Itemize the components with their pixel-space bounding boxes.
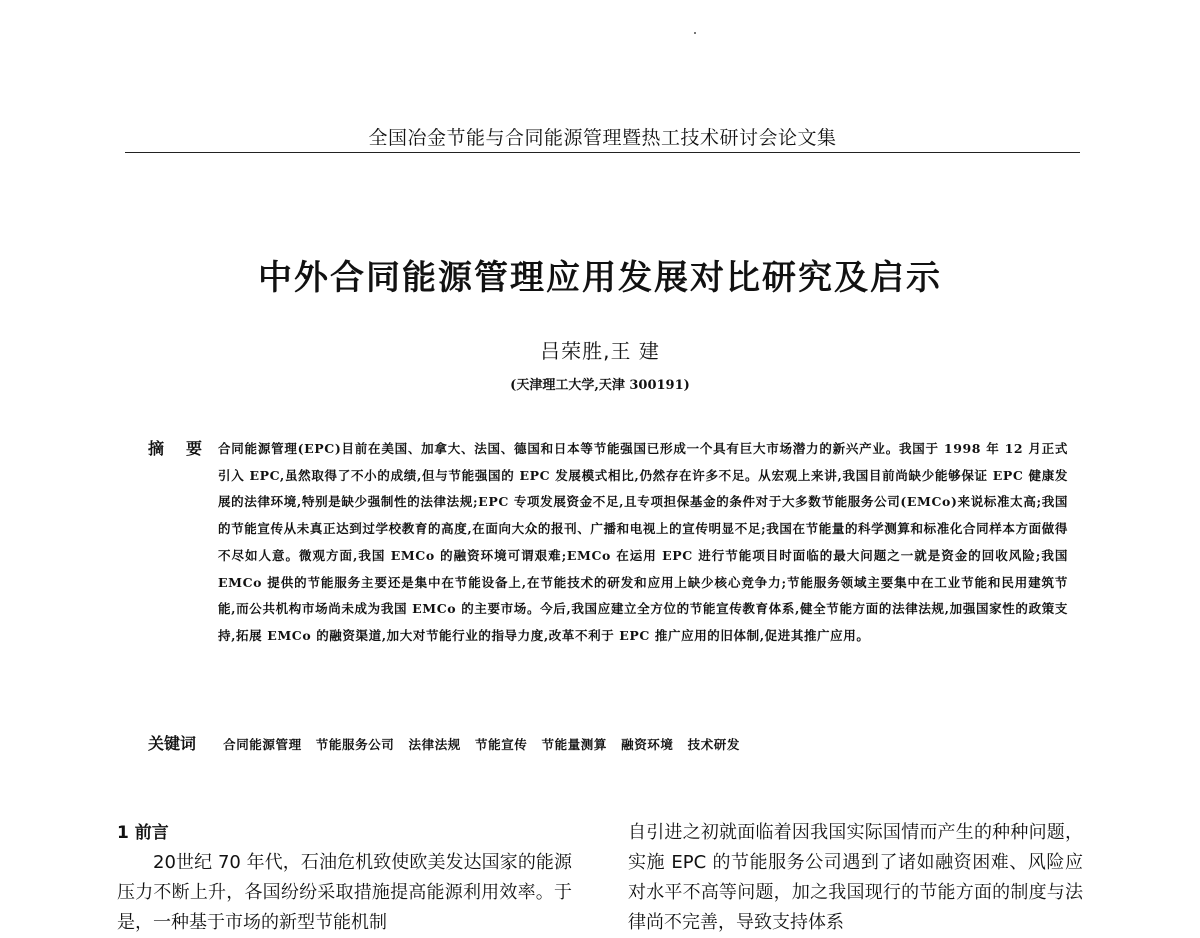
abstract-label: 摘要 [148,439,225,458]
body-paragraph: 20世纪 70 年代，石油危机致使欧美发达国家的能源压力不断上升，各国纷纷采取措施提高能源利用效率。于是，一种基于市场的新型节能机制 [117,852,572,933]
abstract [148,436,1068,650]
scan-speck [694,32,696,34]
body-column-left [117,818,572,938]
keyword-item: 合同能源管理 [223,737,302,752]
running-header: 全国冶金节能与合同能源管理暨热工技术研讨会论文集 [368,127,837,149]
paper-title: 中外合同能源管理应用发展对比研究及启示 [258,258,942,298]
keywords-label: 关键词 [148,734,197,753]
body-column-right [628,818,1083,938]
keyword-item: 节能服务公司 [315,737,395,752]
section-heading: 1 前言 [117,823,169,843]
keyword-item: 节能量测算 [541,737,608,752]
header-rule [125,152,1080,153]
keyword-item: 法律法规 [408,737,461,752]
keyword-item: 融资环境 [621,737,674,752]
abstract-text: 合同能源管理(EPC)目前在美国、加拿大、法国、德国和日本等节能强国已形成一个具有巨大市场潜力的新兴产业。我国于 1998 年 12 月正式引入 EPC,虽然取得了不小的成绩,但与节能强国的 EPC 发展模式相比,仍然存在许多不足。从宏观上来讲,我国目前尚缺少能够保证 EPC 健康发展的法律环境,特别是缺少强制性的法律法规;EPC 专项发展资金不足,且专项担保基金的条件对于大多数节能服务公司(EMCo)来说标准太高;我国的节能宣传从未真正达到过学校教育的高度,在面向大众的报刊、广播和电视上的宣传明显不足;我国在节能量的科学测算和标准化合同样本方面做得不尽如人意。微观方面,我国 EMCo 的融资环境可谓艰难;EMCo 在运用 EPC 进行节能项目时面临的最大问题之一就是资金的回收风险;我国 EMCo 提供的节能服务主要还是集中在节能设备上,在节能技术的研发和应用上缺少核心竞争力;节能服务领域主要集中在工业节能和民用建筑节能,而公共机构市场尚未成为我国 EMCo 的主要市场。今后,我国应建立全方位的节能宣传教育体系,健全节能方面的法律法规,加强国家性的政策支持,拓展 EMCo 的融资渠道,加大对节能行业的指导力度,改革不利于 EPC 推广应用的旧体制,促进其推广应用。 [218,441,1068,643]
keyword-item: 技术研发 [687,737,741,752]
keyword-item: 节能宣传 [475,737,528,752]
paper-affiliation: (天津理工大学,天津 300191) [510,378,690,393]
paper-authors: 吕荣胜,王 建 [540,339,660,363]
body-paragraph-continued: 自引进之初就面临着因我国实际国情而产生的种种问题，实施 EPC 的节能服务公司遇到了诸如融资困难、风险应对水平不高等问题，加之我国现行的节能方面的制度与法律尚不完善，导致支持体系 [628,822,1083,933]
keywords [148,731,1068,754]
